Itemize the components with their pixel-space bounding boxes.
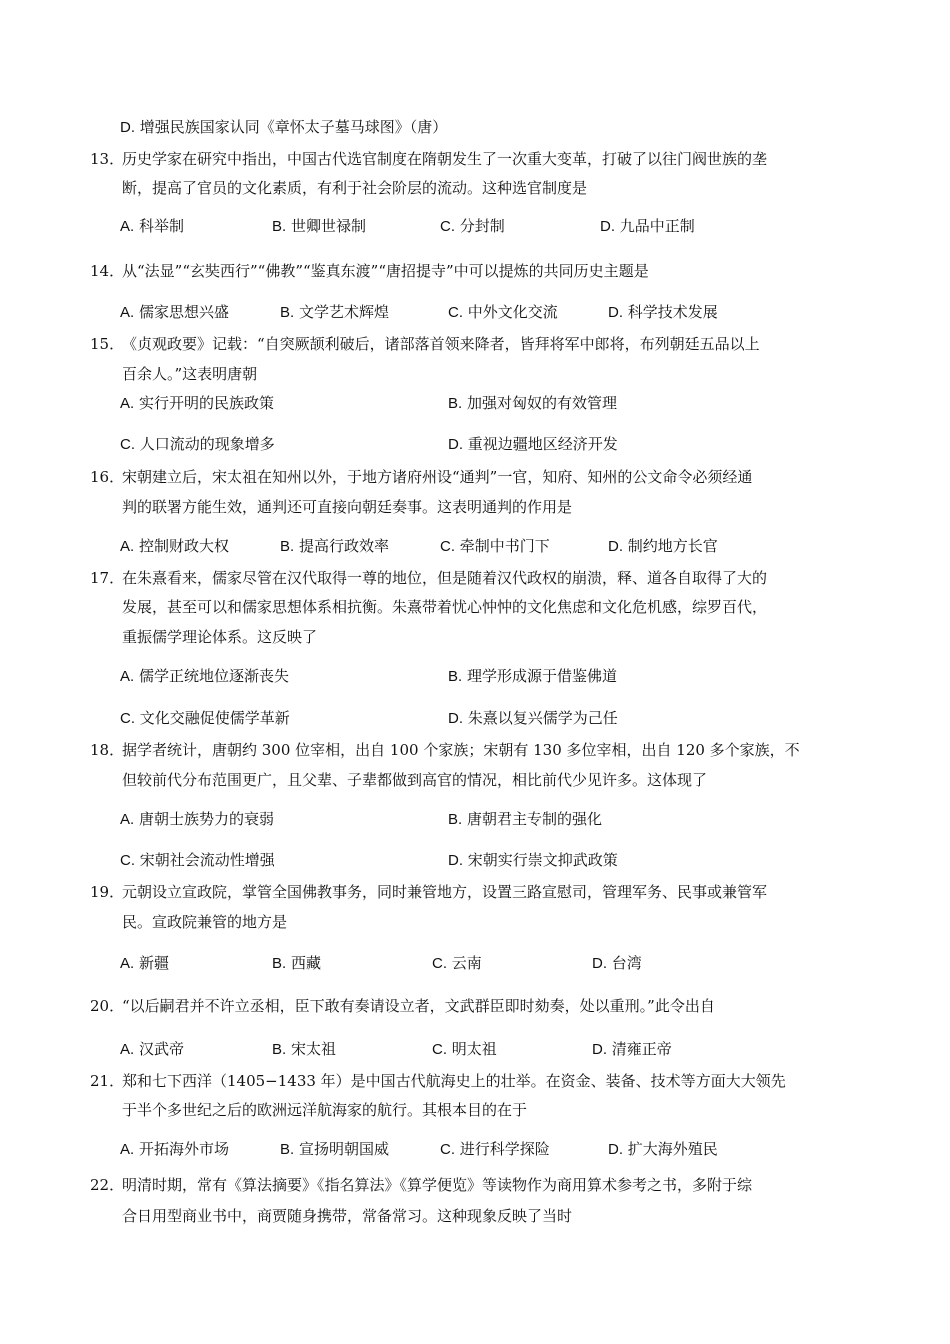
option-d: D. 宋朝实行崇文抑武政策 <box>448 851 618 869</box>
option-b: B. 西藏 <box>272 954 321 972</box>
option-d: D. 台湾 <box>592 954 642 972</box>
option-c: C. 明太祖 <box>432 1040 497 1058</box>
option-c: C. 人口流动的现象增多 <box>120 435 275 453</box>
option-b: B. 提高行政效率 <box>280 537 389 555</box>
option-a: A. 唐朝士族势力的衰弱 <box>120 810 274 828</box>
option-a: A. 实行开明的民族政策 <box>120 394 274 412</box>
option-c: C. 牵制中书门下 <box>440 537 550 555</box>
option-a: A. 科举制 <box>120 217 184 235</box>
question-stem-line: 元朝设立宣政院，掌管全国佛教事务，同时兼管地方，设置三路宣慰司，管理军务、民事或兼管军 <box>122 883 768 901</box>
question-stem-line: 从“法显”“玄奘西行”“佛教”“鉴真东渡”“唐招提寺”中可以提炼的共同历史主题是 <box>122 262 649 280</box>
option-c: C. 分封制 <box>440 217 505 235</box>
option-d: D. 清雍正帝 <box>592 1040 672 1058</box>
option-d: D. 制约地方长官 <box>608 537 718 555</box>
question-number: 16． <box>90 468 125 486</box>
question-number: 18． <box>90 741 125 759</box>
option-b: B. 加强对匈奴的有效管理 <box>448 394 617 412</box>
option-d-q12 <box>120 117 447 138</box>
question-stem-line: 《贞观政要》记载：“自突厥颉利破后，诸部落首领来降者，皆拜将军中郎将，布列朝廷五品以上 <box>122 335 760 353</box>
option-label: D. <box>120 119 135 136</box>
option-d: D. 科学技术发展 <box>608 303 718 321</box>
question-number: 19． <box>90 883 125 901</box>
question-stem-line: “以后嗣君并不许立丞相，臣下敢有奏请设立者，文武群臣即时劾奏，处以重刑。”此令出自 <box>122 997 715 1015</box>
question-number: 14． <box>90 262 125 280</box>
option-b: B. 世卿世禄制 <box>272 217 366 235</box>
question-number: 22． <box>90 1176 125 1194</box>
option-b: B. 文学艺术辉煌 <box>280 303 389 321</box>
option-c: C. 宋朝社会流动性增强 <box>120 851 275 869</box>
option-a: A. 儒家思想兴盛 <box>120 303 229 321</box>
option-c: C. 云南 <box>432 954 482 972</box>
option-b: B. 宣扬明朝国威 <box>280 1140 389 1158</box>
option-a: A. 汉武帝 <box>120 1040 184 1058</box>
question-stem-line: 于半个多世纪之后的欧洲远洋航海家的航行。其根本目的在于 <box>122 1101 528 1119</box>
question-number: 15． <box>90 335 125 353</box>
option-d: D. 九品中正制 <box>600 217 695 235</box>
option-text: 增强民族国家认同《章怀太子墓马球图》（唐） <box>139 118 448 136</box>
question-stem-line: 合日用型商业书中，商贾随身携带，常备常习。这种现象反映了当时 <box>122 1207 573 1225</box>
option-c: C. 进行科学探险 <box>440 1140 550 1158</box>
option-b: B. 理学形成源于借鉴佛道 <box>448 667 617 685</box>
option-a: A. 新疆 <box>120 954 169 972</box>
question-stem-line: 据学者统计，唐朝约 300 位宰相，出自 100 个家族；宋朝有 130 多位宰相，出自 120 多个家族，不 <box>122 741 800 759</box>
question-number: 17． <box>90 569 125 587</box>
question-stem-line: 但较前代分布范围更广，且父辈、子辈都做到高官的情况，相比前代少见许多。这体现了 <box>122 771 708 789</box>
option-c: C. 文化交融促使儒学革新 <box>120 709 290 727</box>
question-stem-line: 民。宣政院兼管的地方是 <box>122 913 288 931</box>
question-stem-line: 在朱熹看来，儒家尽管在汉代取得一尊的地位，但是随着汉代政权的崩溃，释、道各自取得了大的 <box>122 569 768 587</box>
question-number: 13． <box>90 150 125 168</box>
option-d: D. 重视边疆地区经济开发 <box>448 435 618 453</box>
option-b: B. 宋太祖 <box>272 1040 336 1058</box>
question-number: 20． <box>90 997 125 1015</box>
question-stem-line: 断，提高了官员的文化素质，有利于社会阶层的流动。这种选官制度是 <box>122 179 588 197</box>
option-d: D. 扩大海外殖民 <box>608 1140 718 1158</box>
option-b: B. 唐朝君主专制的强化 <box>448 810 602 828</box>
option-a: A. 儒学正统地位逐渐丧失 <box>120 667 289 685</box>
question-stem-line: 郑和七下西洋（1405−1433 年）是中国古代航海史上的壮举。在资金、装备、技术等方面大大领先 <box>122 1072 786 1090</box>
option-c: C. 中外文化交流 <box>448 303 558 321</box>
question-stem-line: 明清时期，常有《算法摘要》《指名算法》《算学便览》等读物作为商用算术参考之书，多附于综 <box>122 1176 753 1194</box>
question-stem-line: 判的联署方能生效，通判还可直接向朝廷奏事。这表明通判的作用是 <box>122 498 573 516</box>
option-d: D. 朱熹以复兴儒学为己任 <box>448 709 618 727</box>
option-a: A. 开拓海外市场 <box>120 1140 229 1158</box>
option-a: A. 控制财政大权 <box>120 537 229 555</box>
question-number: 21． <box>90 1072 125 1090</box>
question-stem-line: 百余人。”这表明唐朝 <box>122 365 258 383</box>
question-stem-line: 重振儒学理论体系。这反映了 <box>122 628 318 646</box>
question-stem-line: 发展，甚至可以和儒家思想体系相抗衡。朱熹带着忧心忡忡的文化焦虑和文化危机感，综罗百代， <box>122 598 768 616</box>
question-stem-line: 宋朝建立后，宋太祖在知州以外，于地方诸府州设“通判”一官，知府、知州的公文命令必须经通 <box>122 468 753 486</box>
question-stem-line: 历史学家在研究中指出，中国古代选官制度在隋朝发生了一次重大变革，打破了以往门阀世族的垄 <box>122 150 768 168</box>
